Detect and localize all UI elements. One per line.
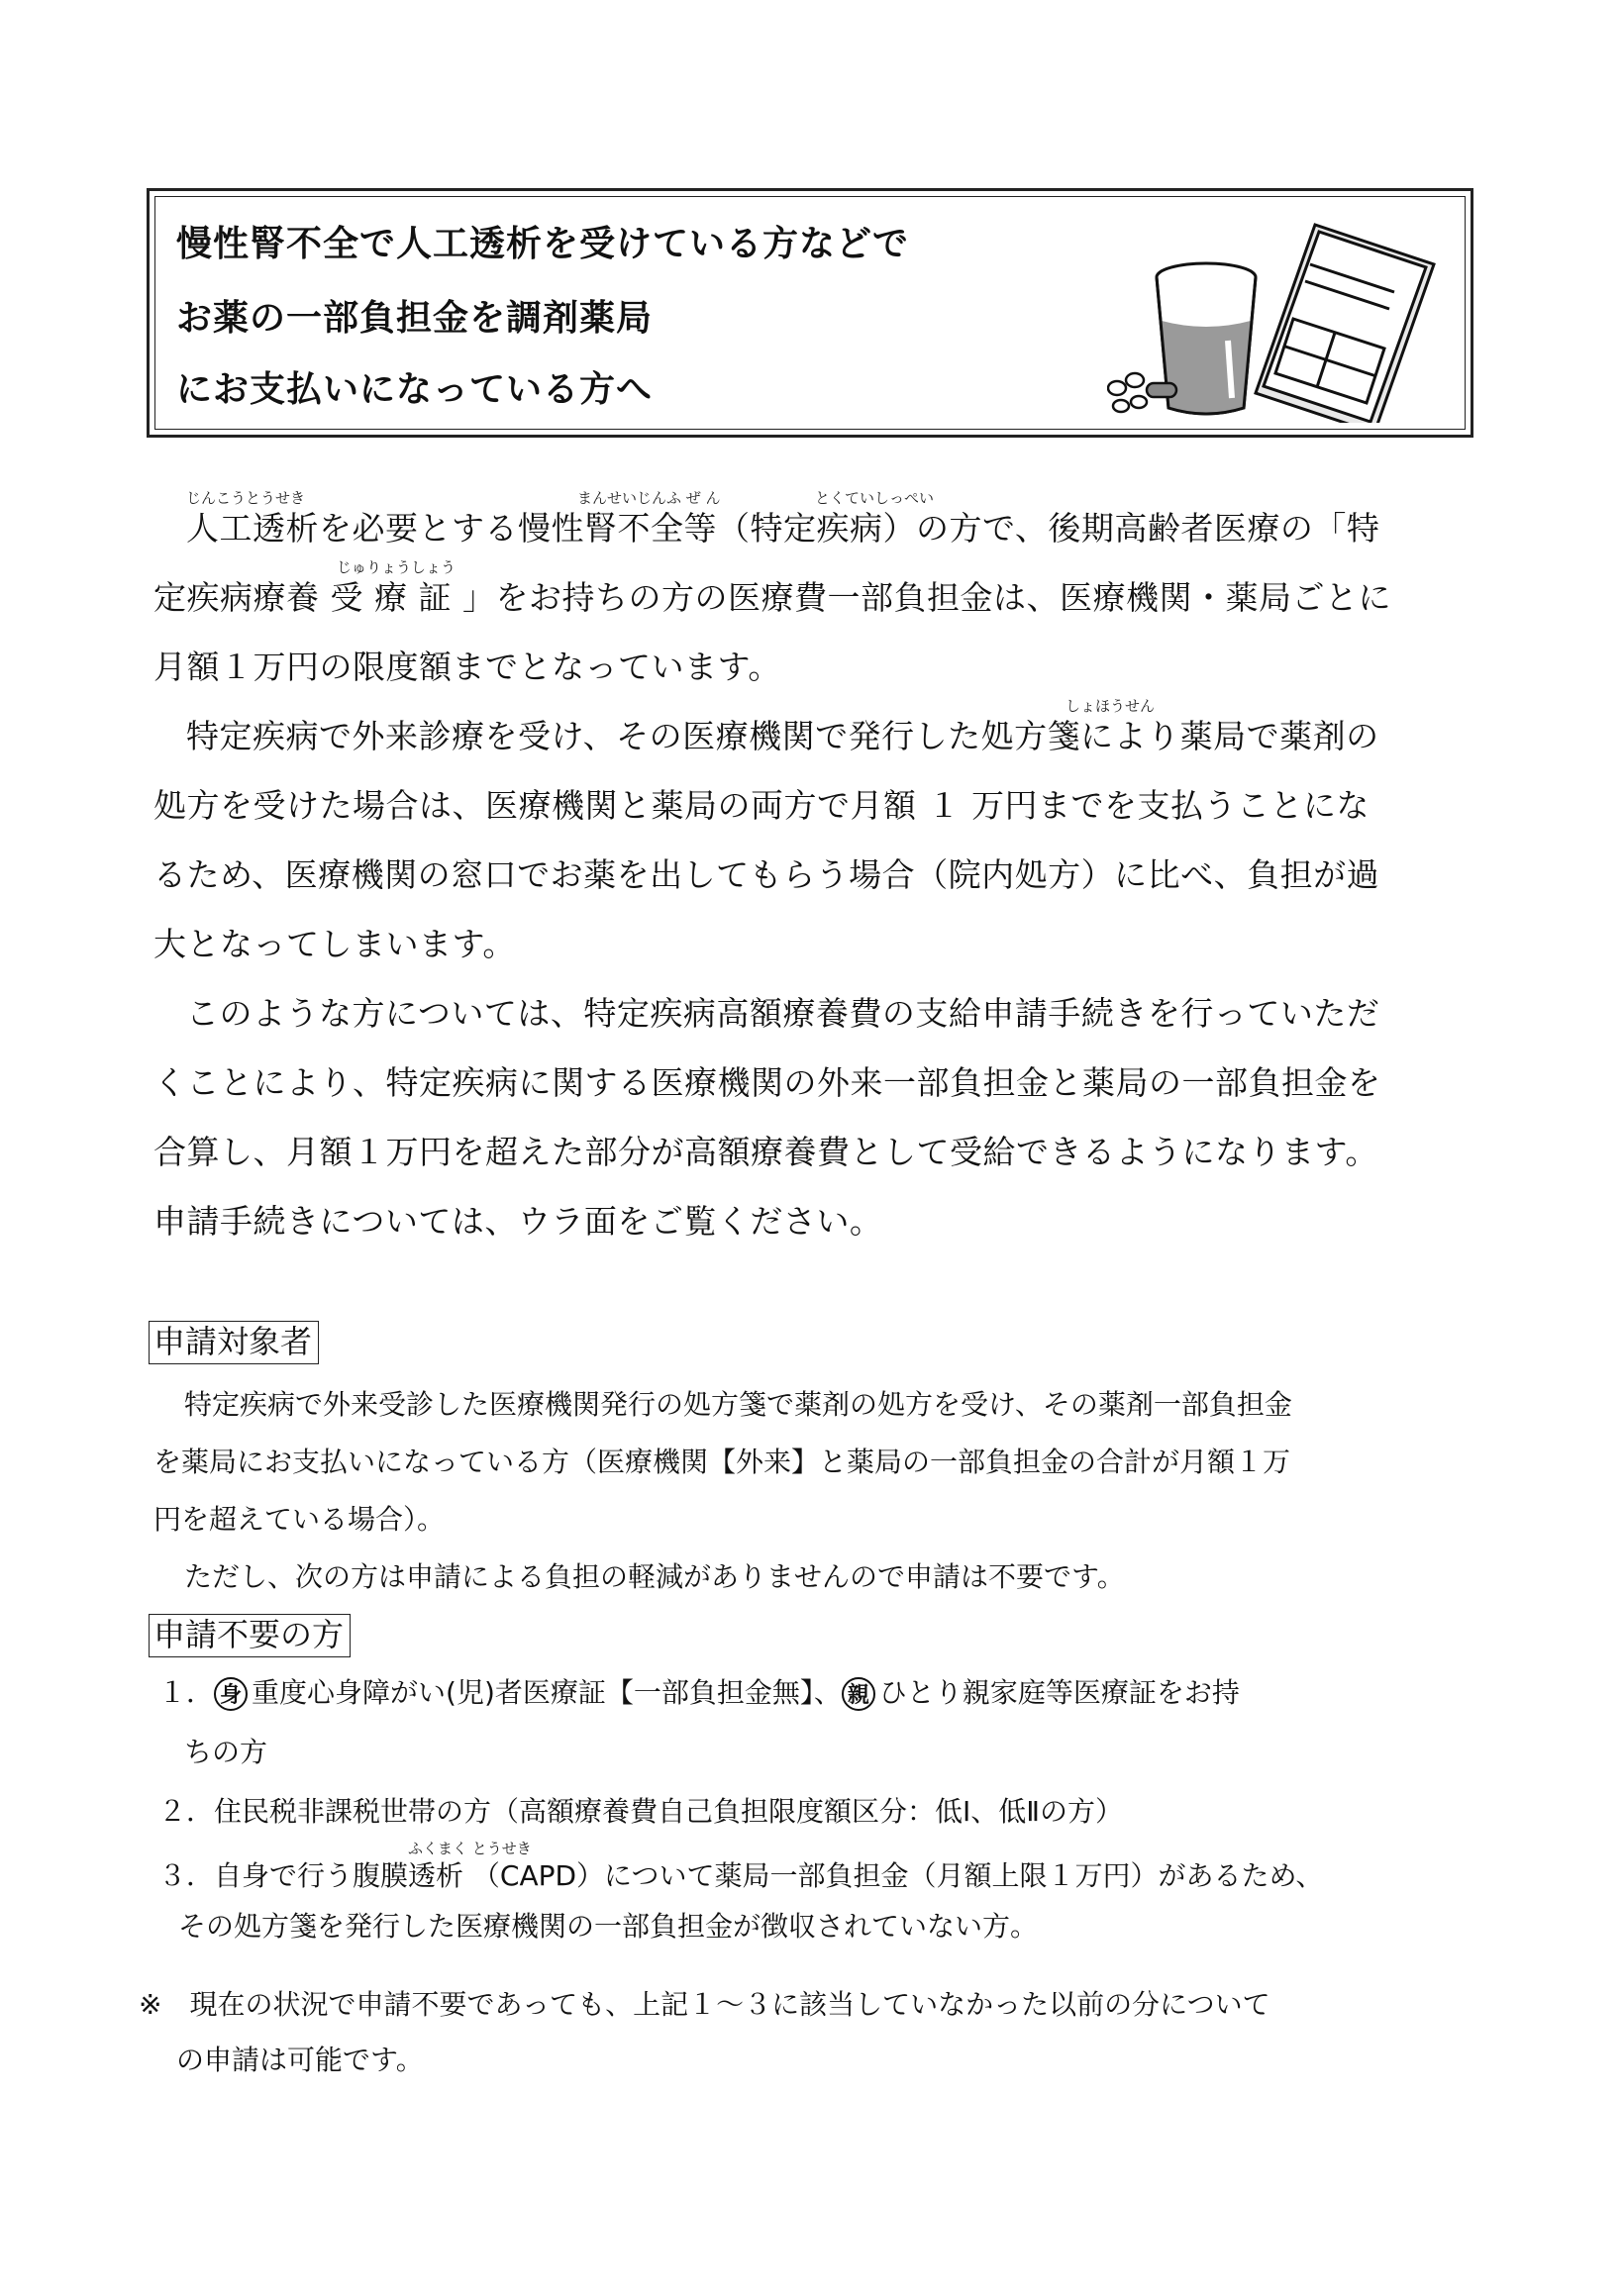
ruby-juryoushou: じゅりょうしょう — [337, 558, 457, 576]
note-line-2: の申請は可能です。 — [176, 2044, 424, 2076]
not-required-item-1 — [158, 1671, 1240, 1711]
oya-badge-icon: 親 — [842, 1677, 875, 1711]
intro-line-2: 定疾病療養 受 療 証 」をお持ちの方の医療費一部負担金は、医療機関・薬局ごとに — [153, 578, 1391, 617]
intro-line-1: 人工透析を必要とする慢性腎不全等（特定疾病）の方で、後期高齢者医療の「特 — [186, 509, 1380, 548]
receipt-icon — [1256, 225, 1434, 423]
applicants-line-3: 円を超えている場合）。 — [153, 1503, 446, 1536]
title-line-2: お薬の一部負担金を調剤薬局 — [176, 298, 654, 339]
title-line-1: 慢性腎不全で人工透析を受けている方などで — [176, 224, 910, 264]
title-line-3: にお支払いになっている方へ — [176, 369, 654, 410]
applicants-heading: 申請対象者 — [149, 1321, 319, 1364]
not-required-item-2: ２．住民税非課税世帯の方（高額療養費自己負担限度額区分：低Ⅰ、低Ⅱの方） — [158, 1795, 1124, 1828]
intro-line-10: 合算し、月額１万円を超えた部分が高額療養費として受給できるようになります。 — [153, 1133, 1378, 1171]
intro-line-9: くことにより、特定疾病に関する医療機関の外来一部負担金と薬局の一部負担金を — [153, 1063, 1381, 1102]
not-required-heading: 申請不要の方 — [149, 1614, 351, 1657]
item-1-text-1: 重度心身障がい(児)者医療証【一部負担金無】、 — [252, 1676, 842, 1709]
intro-line-7: 大となってしまいます。 — [153, 925, 516, 963]
intro-line-11: 申請手続きについては、ウラ面をご覧ください。 — [153, 1202, 883, 1241]
ruby-tokutei-shippei: とくていしっぺい — [815, 489, 935, 507]
ruby-fukumaku-touseki: ふくまく とうせき — [408, 1840, 532, 1857]
applicants-line-4: ただし、次の方は申請による負担の軽減がありませんので申請は不要です。 — [184, 1560, 1125, 1593]
applicants-line-2: を薬局にお支払いになっている方（医療機関【外来】と薬局の一部負担金の合計が月額１万 — [153, 1446, 1291, 1478]
note-line-1: ※ 現在の状況で申請不要であっても、上記１～３に該当していなかった以前の分について — [139, 1988, 1270, 2021]
not-required-item-3-line-2: その処方箋を発行した医療機関の一部負担金が徴収されていない方。 — [178, 1910, 1039, 1943]
intro-line-4: 特定疾病で外来診療を受け、その医療機関で発行した処方箋により薬局で薬剤の — [186, 717, 1379, 755]
intro-line-5: 処方を受けた場合は、医療機関と薬局の両方で月額 １ 万円までを支払うことにな — [153, 786, 1370, 825]
item-1-text-2: ひとり親家庭等医療証をお持 — [878, 1676, 1240, 1709]
ruby-jinkou-touseki: じんこうとうせき — [186, 489, 306, 507]
applicants-line-1: 特定疾病で外来受診した医療機関発行の処方箋で薬剤の処方を受け、その薬剤一部負担金 — [184, 1388, 1292, 1421]
intro-line-6: るため、医療機関の窓口でお薬を出してもらう場合（院内処方）に比べ、負担が過 — [153, 855, 1380, 894]
shin-badge-icon: 身 — [214, 1677, 248, 1711]
medicine-receipt-illustration — [1107, 210, 1444, 423]
ruby-shohousen: しょほうせん — [1066, 697, 1156, 715]
item-1-number: １． — [158, 1676, 215, 1709]
intro-line-8: このような方については、特定疾病高額療養費の支給申請手続きを行っていただ — [186, 994, 1380, 1033]
not-required-item-3-line-1: ３．自身で行う腹膜透析 （CAPD）について薬局一部負担金（月額上限１万円）があるため、 — [158, 1859, 1324, 1892]
intro-line-3: 月額１万円の限度額までとなっています。 — [153, 648, 781, 686]
ruby-mansei-jinfuzen: まんせいじんふ ぜ ん — [577, 489, 721, 507]
not-required-item-1-cont: ちの方 — [184, 1736, 268, 1768]
